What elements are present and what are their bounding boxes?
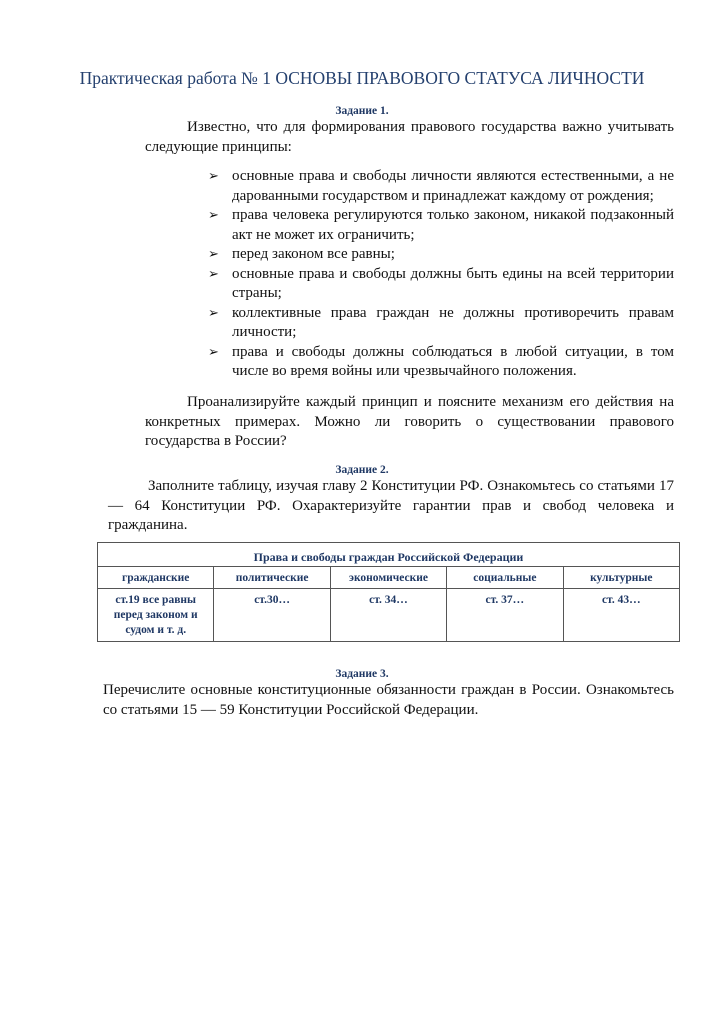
list-item-text: перед законом все равны; (232, 246, 395, 262)
list-item (208, 206, 674, 245)
column-header: гражданские (98, 567, 214, 589)
table-cell: ст.30… (214, 589, 330, 642)
list-item-text: коллективные права граждан не должны противоречить правам личности; (232, 304, 674, 340)
task3-text: Перечислите основные конституционные обязанности граждан в России. Ознакомьтесь со статьями 15 — 59 Конституции Российской Федерации. (103, 682, 674, 718)
column-header: социальные (447, 567, 563, 589)
arrowhead-bullet-icon: ➢ (208, 344, 219, 360)
column-header: культурные (563, 567, 679, 589)
table-caption-row (98, 543, 680, 567)
list-item-text: права и свободы должны соблюдаться в любой ситуации, в том числе во время войны или чрезвычайного положения. (232, 343, 674, 379)
page-title: Практическая работа № 1 ОСНОВЫ ПРАВОВОГО СТАТУСА ЛИЧНОСТИ (79, 68, 645, 88)
principles-list (208, 167, 674, 382)
list-item (208, 343, 674, 382)
task1-question-text: Проанализируйте каждый принцип и поясните механизм его действия на конкретных примерах. Можно ли говорить о существовании правового государства в России? (145, 394, 674, 449)
list-item-text: основные права и свободы личности являются естественными, а не дарованными государством и принадлежат каждому от рождения; (232, 168, 674, 204)
table-cell: ст. 43… (563, 589, 679, 642)
arrowhead-bullet-icon: ➢ (208, 208, 219, 223)
task2-text (108, 477, 674, 536)
list-item (208, 304, 674, 343)
arrowhead-bullet-icon: ➢ (208, 305, 219, 321)
task1-intro (145, 118, 674, 157)
list-item-text: права человека регулируются только законом, никакой подзаконный акт не может их ограничить; (232, 207, 674, 243)
list-item (208, 265, 674, 304)
table-header-row (98, 567, 680, 589)
list-item (208, 167, 674, 206)
list-item (208, 245, 674, 265)
list-item-text: основные права и свободы должны быть едины на всей территории страны; (232, 265, 674, 301)
table-cell: ст. 37… (447, 589, 563, 642)
task2-text-content: Заполните таблицу, изучая главу 2 Конституции РФ. Ознакомьтесь со статьями 17 — 64 Конституции РФ. Охарактеризуйте гарантии прав и свобод человека и гражданина. (108, 478, 674, 533)
task2-heading: Задание 2. (335, 464, 389, 476)
task1-question (145, 393, 674, 452)
arrowhead-bullet-icon: ➢ (208, 169, 219, 184)
table-caption: Права и свободы граждан Российской Федерации (98, 543, 680, 567)
table-cell: ст. 34… (330, 589, 446, 642)
arrowhead-bullet-icon: ➢ (208, 247, 219, 262)
task1-heading: Задание 1. (335, 105, 389, 117)
table-cell: ст.19 все равны перед законом и судом и т. д. (98, 589, 214, 642)
column-header: экономические (330, 567, 446, 589)
column-header: политические (214, 567, 330, 589)
task1-intro-text: Известно, что для формирования правового государства важно учитывать следующие принципы: (145, 119, 674, 155)
table-row (98, 589, 680, 642)
task3-heading: Задание 3. (335, 668, 389, 680)
rights-table (97, 542, 680, 642)
arrowhead-bullet-icon: ➢ (208, 266, 219, 282)
